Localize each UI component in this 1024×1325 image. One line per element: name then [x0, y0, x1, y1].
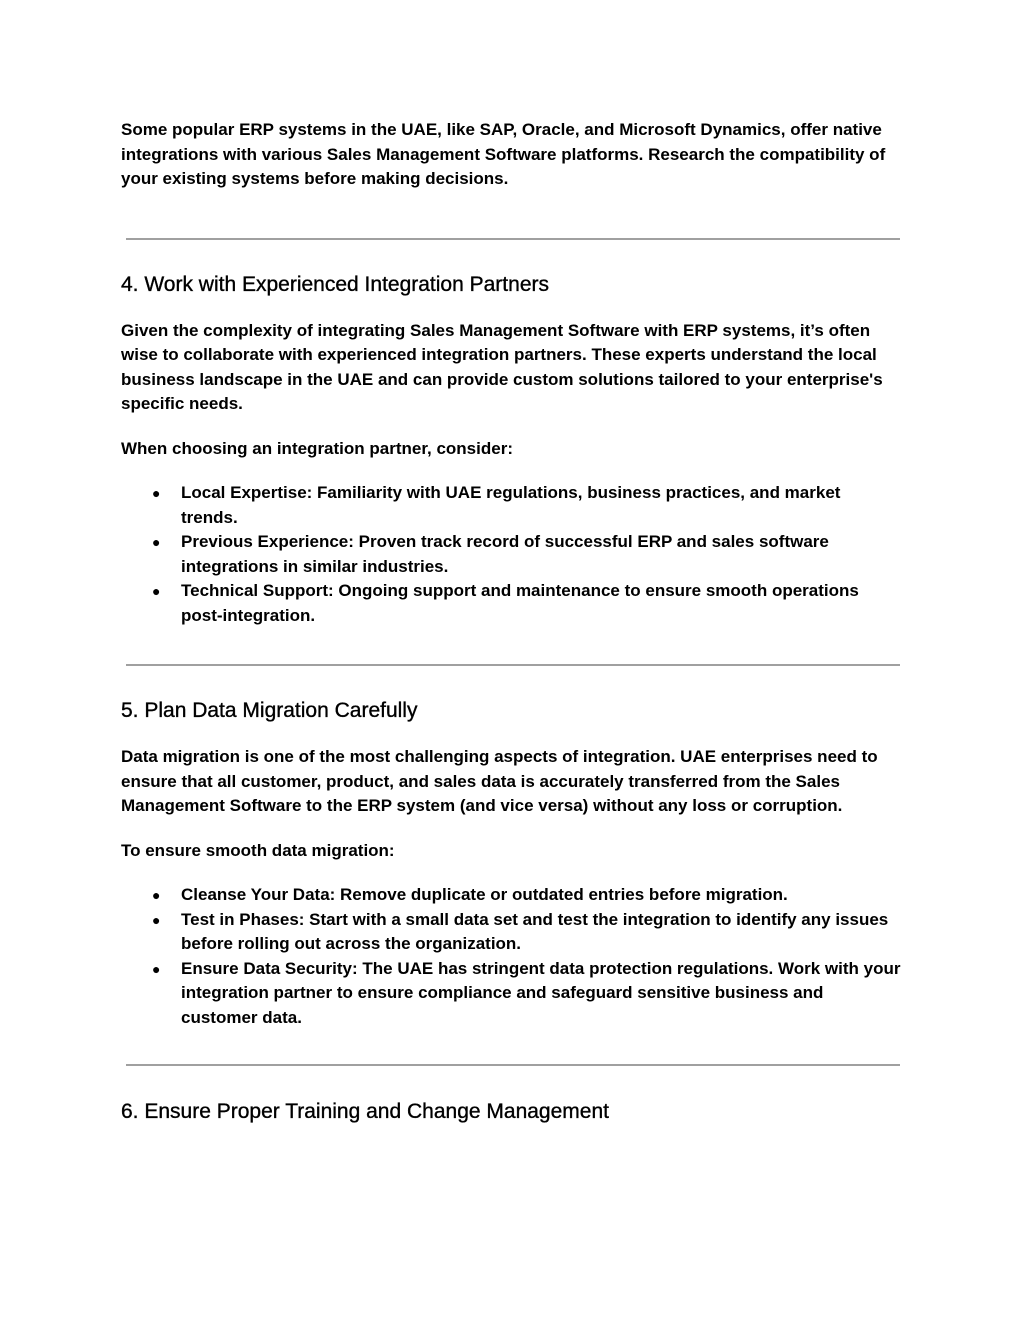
section-5-heading: 5. Plan Data Migration Carefully: [121, 699, 418, 722]
bullet-icon: ●: [152, 887, 161, 903]
list-item: ● Cleanse Your Data: Remove duplicate or outdated entries before migration.: [121, 883, 901, 908]
list-item: ● Technical Support: Ongoing support and maintenance to ensure smooth operations post-integration.: [152, 581, 859, 625]
list-item: ● Test in Phases: Start with a small data set and test the integration to identify any issues before rolling out across the organization.: [152, 909, 889, 953]
section-5-lead: To ensure smooth data migration:: [121, 840, 395, 860]
section-5-bullet-list: [121, 883, 901, 1030]
document-page: [121, 118, 901, 1126]
intro-paragraph: Some popular ERP systems in the UAE, like SAP, Oracle, and Microsoft Dynamics, offer native integrations with various Sales Management Software platforms. Research the compatibility of your existing systems before making decisions.: [121, 120, 886, 188]
list-item: ● Previous Experience: Proven track record of successful ERP and sales software integrations in similar industries.: [152, 532, 829, 576]
section-6-heading: 6. Ensure Proper Training and Change Management: [121, 1100, 609, 1123]
section-4-bullet-list: [121, 481, 901, 628]
section-4-lead: When choosing an integration partner, consider:: [121, 438, 513, 458]
bullet-icon: ●: [152, 911, 161, 928]
bullet-icon: ●: [152, 960, 161, 977]
section-4-paragraph: Given the complexity of integrating Sales Management Software with ERP systems, it’s often wise to collaborate with experienced integration partners. These experts understand the local business landscape in the UAE and can provide custom solutions tailored to your enterprise's specific needs.: [121, 320, 883, 413]
list-item: ● Local Expertise: Familiarity with UAE regulations, business practices, and market trends.: [152, 483, 841, 527]
bullet-icon: ●: [152, 583, 161, 599]
bullet-icon: ●: [152, 534, 161, 550]
list-item: ● Ensure Data Security: The UAE has stringent data protection regulations. Work with your integration partner to ensure compliance and safeguard sensitive business and customer data.: [152, 958, 901, 1027]
section-5-paragraph: Data migration is one of the most challenging aspects of integration. UAE enterprises need to ensure that all customer, product, and sales data is accurately transferred from the Sales Management Software to the ERP system (and vice versa) without any loss or corruption.: [121, 747, 878, 815]
bullet-icon: ●: [152, 485, 161, 501]
section-4-heading: 4. Work with Experienced Integration Partners: [121, 272, 549, 296]
